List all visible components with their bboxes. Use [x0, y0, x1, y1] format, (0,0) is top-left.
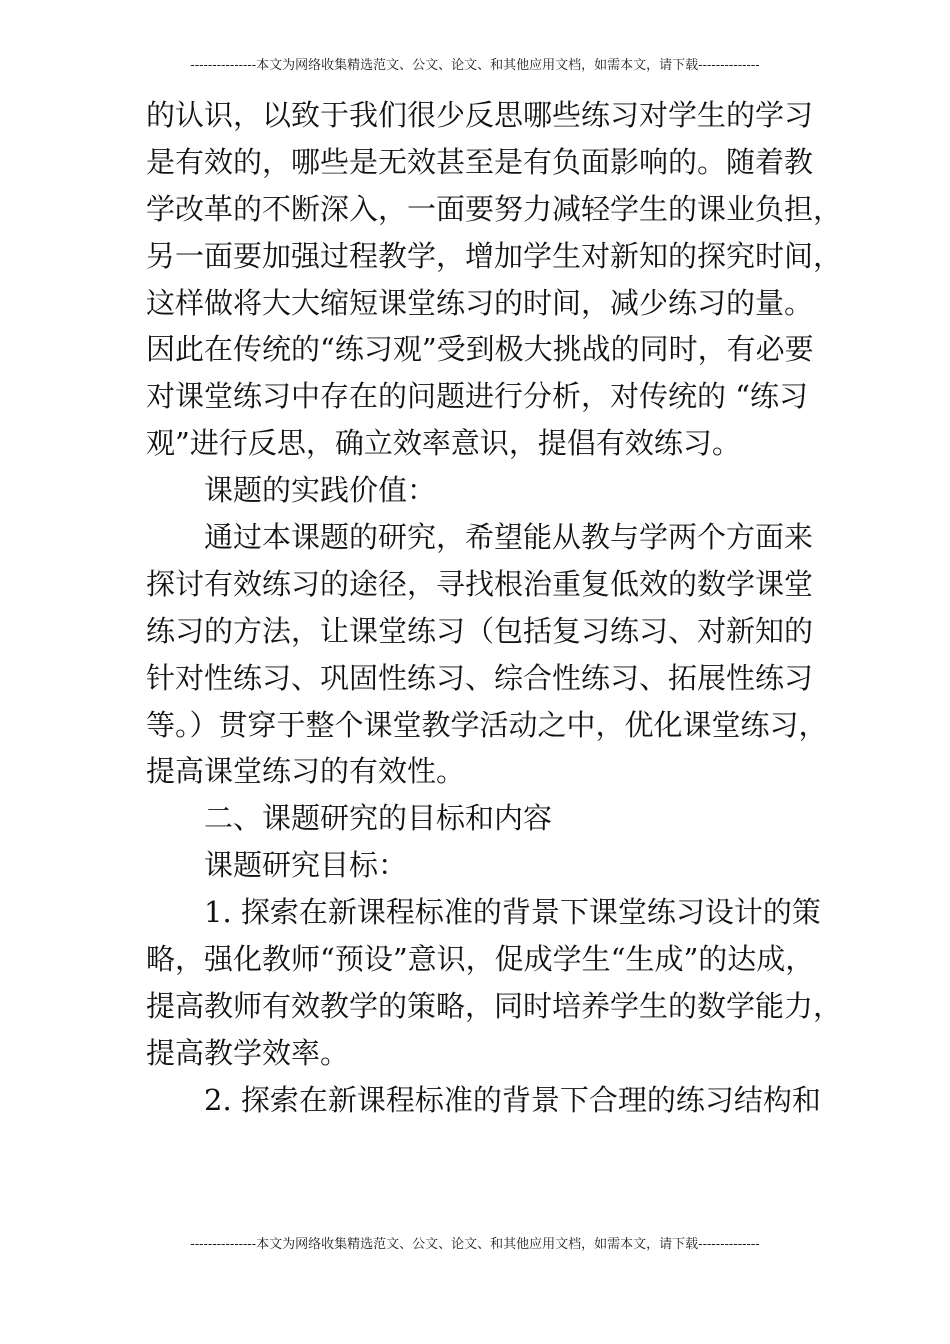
body-line: 提高课堂练习的有效性。 — [146, 754, 466, 789]
body-line: 因此在传统的“练习观”受到极大挑战的同时，有必要 — [146, 332, 814, 367]
body-line: 另一面要加强过程教学，增加学生对新知的探究时间， — [146, 238, 843, 273]
section-heading-goals-and-content: 二、课题研究的目标和内容 — [204, 801, 553, 836]
body-line: 对课堂练习中存在的问题进行分析，对传统的 “练习 — [146, 379, 809, 414]
body-line: 提高教师有效教学的策略，同时培养学生的数学能力， — [146, 988, 843, 1023]
body-line: 略，强化教师“预设”意识，促成学生“生成”的达成， — [146, 942, 815, 977]
body-line: 是有效的，哪些是无效甚至是有负面影响的。随着教 — [146, 144, 814, 179]
section-label-research-goals: 课题研究目标： — [204, 848, 408, 883]
body-line: 通过本课题的研究，希望能从教与学两个方面来 — [204, 520, 814, 555]
page-footer-watermark: ---------------本文为网络收集精选范文、公文、论文、和其他应用文档，如需本文，请下载-------------- — [190, 1237, 760, 1252]
body-line: 探讨有效练习的途径，寻找根治重复低效的数学课堂 — [146, 566, 814, 601]
body-line: 提高教学效率。 — [146, 1035, 350, 1070]
body-line: 观”进行反思，确立效率意识，提倡有效练习。 — [146, 426, 741, 461]
section-label-practical-value: 课题的实践价值： — [204, 473, 437, 508]
body-line: 学改革的不断深入，一面要努力减轻学生的课业负担， — [146, 191, 843, 226]
page-header-watermark: ---------------本文为网络收集精选范文、公文、论文、和其他应用文档，如需本文，请下载-------------- — [190, 58, 760, 73]
body-line: 这样做将大大缩短课堂练习的时间，减少练习的量。 — [146, 285, 814, 320]
body-line: 等。）贯穿于整个课堂教学活动之中，优化课堂练习， — [146, 707, 828, 742]
list-item-1: 1. 探索在新课程标准的背景下课堂练习设计的策 — [204, 895, 821, 930]
document-body — [146, 95, 843, 1127]
list-item-2: 2. 探索在新课程标准的背景下合理的练习结构和 — [204, 1082, 821, 1117]
body-line: 练习的方法，让课堂练习（包括复习练习、对新知的 — [146, 613, 814, 648]
body-line: 的认识，以致于我们很少反思哪些练习对学生的学习 — [146, 98, 814, 132]
body-line: 针对性练习、巩固性练习、综合性练习、拓展性练习 — [146, 660, 814, 695]
